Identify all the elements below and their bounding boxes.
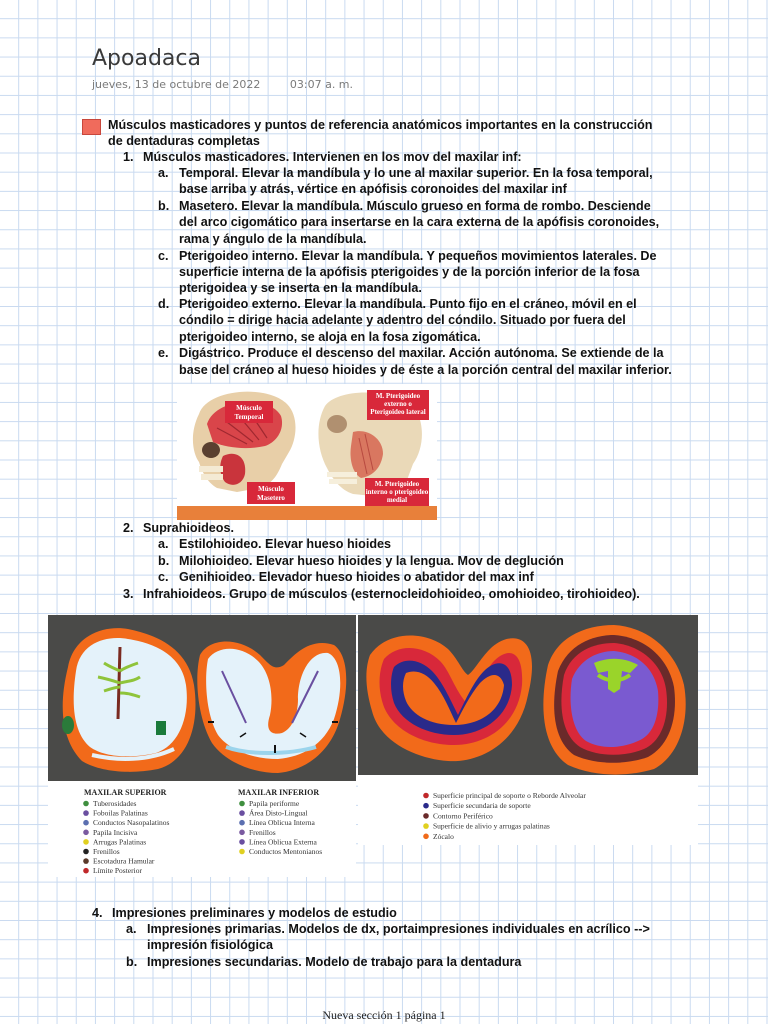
legend-inferior-list <box>239 799 322 856</box>
item-1d-label: d. <box>158 297 170 311</box>
item-1b-label: b. <box>158 199 170 213</box>
label-masetero-2: Masetero <box>257 494 285 502</box>
maxilar-diagram-left-svg <box>48 615 356 877</box>
legend-right-item-swatch-icon <box>423 803 429 809</box>
legend-right-item-label: Zócalo <box>433 831 454 841</box>
legend-superior-item-swatch-icon <box>83 858 89 864</box>
legend-inferior-item-swatch-icon <box>239 801 245 807</box>
label-pterigoideo-ext-3: Pterigoideo lateral <box>370 408 426 416</box>
item-2c-text: Genihioideo. Elevador hueso hioides o abatidor del max inf <box>179 570 534 584</box>
section-1-title: Músculos masticadores. Intervienen en los mov del maxilar inf: <box>143 150 522 164</box>
section-1-number: 1. <box>123 150 134 164</box>
page-time: 03:07 a. m. <box>289 78 354 91</box>
section-3-number: 3. <box>123 587 134 601</box>
label-temporal-2: Temporal <box>234 413 264 421</box>
label-masetero-1: Músculo <box>258 485 284 493</box>
item-1d-line-2: cóndilo = dirige hacia adelante y adentro del cóndilo. Situado por fuera del <box>179 313 626 327</box>
legend-superior-item-label: Foboilas Palatinas <box>93 808 148 818</box>
legend-superior-item-label: Arrugas Palatinas <box>93 837 147 847</box>
legend-inferior-item-label: Línea Oblicua Interna <box>249 818 315 828</box>
legend-superior-item-swatch-icon <box>83 839 89 845</box>
legend-inferior-item-label: Conductos Mentonianos <box>249 847 323 856</box>
item-1b-line-2: del arco cigomático para insertarse en la cara externa de la apófisis coronoides, <box>179 215 660 229</box>
page-title: Apoadaca <box>92 46 201 71</box>
important-tag-icon[interactable] <box>82 119 101 135</box>
item-1a-label: a. <box>158 166 169 180</box>
item-1c-label: c. <box>158 249 169 263</box>
item-1c-line-3: pterigoidea y se inserta en la mandíbula. <box>179 281 422 295</box>
legend-superior-item-label: Escotadura Hamular <box>93 856 155 866</box>
legend-inferior-item-label: Línea Oblicua Externa <box>249 837 317 847</box>
item-1d-line-3: pterigoideo interno, se aloja en la fosa zigomática. <box>179 330 481 344</box>
legend-inferior-item-swatch-icon <box>239 830 245 836</box>
legend-superior-item-swatch-icon <box>83 830 89 836</box>
section-4-number: 4. <box>92 906 103 920</box>
label-pterigoideo-int-1: M. Pterigoideo <box>374 480 420 488</box>
legend-inferior-item-label: Papila periforme <box>249 799 300 808</box>
item-1e-line-1: Digástrico. Produce el descenso del maxilar. Acción autónoma. Se extiende de la <box>179 346 664 360</box>
legend-right-item-label: Superficie principal de soporte o Reborde Alveolar <box>433 791 586 800</box>
legend-right-item-label: Contorno Periférico <box>433 811 493 821</box>
legend-right-item-swatch-icon <box>423 834 429 840</box>
section-2-title: Suprahioideos. <box>143 521 234 535</box>
section-3-text: Infrahioideos. Grupo de músculos (esternocleidohioideo, omohioideo, tirohioideo). <box>143 587 640 601</box>
page-meta <box>92 78 353 91</box>
legend-inferior-item-swatch-icon <box>239 849 245 855</box>
item-1b-line-3: rama y ángulo de la mandíbula. <box>179 232 367 246</box>
legend-superior-item-label: Frenillos <box>93 847 120 856</box>
legend-right-item-swatch-icon <box>423 813 429 819</box>
item-2a-label: a. <box>158 537 169 551</box>
heading-line-2: de dentaduras completas <box>108 134 260 148</box>
legend-superior-list <box>83 799 169 875</box>
item-1e-line-2: base del cráneo al hueso hioides y de éste a la porción central del maxilar inferior. <box>179 363 672 377</box>
muscle-skull-illustration <box>177 384 437 520</box>
section-4-title: Impresiones preliminares y modelos de estudio <box>112 906 397 920</box>
legend-superior-item-swatch-icon <box>83 868 89 874</box>
item-1b-line-1: Masetero. Elevar la mandíbula. Músculo grueso en forma de rombo. Desciende <box>179 199 651 213</box>
label-pterigoideo-int-3: medial <box>386 496 408 504</box>
legend-right-item-swatch-icon <box>423 793 429 799</box>
item-2b-label: b. <box>158 554 170 568</box>
legend-inferior-item-swatch-icon <box>239 820 245 826</box>
item-1c-line-2: superficie interna de la apófisis pterigoides y de la porción inferior de la fosa <box>179 265 640 279</box>
label-pterigoideo-int-2: interno o pterigoideo <box>365 488 429 496</box>
label-pterigoideo-ext-1: M. Pterigoideo <box>375 392 421 400</box>
item-1e-label: e. <box>158 346 169 360</box>
item-4a-label: a. <box>126 922 137 936</box>
item-2b-text: Milohioideo. Elevar hueso hioides y la lengua. Mov de deglución <box>179 554 564 568</box>
page-footer: Nueva sección 1 página 1 <box>322 1008 446 1022</box>
legend-inferior-item-label: Frenillos <box>249 827 276 837</box>
item-1a-line-2: base arriba y atrás, vértice en apófisis coronoides del maxilar inf <box>179 182 567 196</box>
legend-superior-item-swatch-icon <box>83 849 89 855</box>
legend-inferior-item-label: Área Disto-Lingual <box>249 808 308 818</box>
item-4a-line-2: impresión fisiológica <box>147 938 273 952</box>
item-4b-line-1: Impresiones secundarias. Modelo de trabajo para la dentadura <box>147 955 522 969</box>
legend-heading-inferior: MAXILAR INFERIOR <box>238 788 320 797</box>
item-4a-line-1: Impresiones primarias. Modelos de dx, portaimpresiones individuales en acrílico --> <box>147 922 650 936</box>
maxilar-diagram-left <box>48 615 356 877</box>
legend-superior-item-label: Papila Incisiva <box>93 827 138 837</box>
legend-superior-item-swatch-icon <box>83 801 89 807</box>
item-2c-label: c. <box>158 570 169 584</box>
item-1a-line-1: Temporal. Elevar la mandíbula y lo une al maxilar superior. En la fosa temporal, <box>179 166 653 180</box>
section-2-number: 2. <box>123 521 134 535</box>
legend-inferior-item-swatch-icon <box>239 810 245 816</box>
label-pterigoideo-ext-2: externo o <box>384 400 412 408</box>
legend-right-item-swatch-icon <box>423 823 429 829</box>
legend-right-list <box>423 791 586 841</box>
legend-right-item-label: Superficie secundaria de soporte <box>433 801 531 811</box>
legend-superior-item-label: Límite Posterior <box>93 866 142 876</box>
maxilar-diagram-right-svg <box>358 615 698 845</box>
item-4b-label: b. <box>126 955 138 969</box>
legend-heading-superior: MAXILAR SUPERIOR <box>84 788 167 797</box>
legend-superior-item-swatch-icon <box>83 810 89 816</box>
legend-superior-item-label: Tuberosidades <box>93 799 137 808</box>
page-date: jueves, 13 de octubre de 2022 <box>92 78 261 91</box>
maxilar-diagram-right <box>358 615 698 845</box>
legend-inferior-item-swatch-icon <box>239 839 245 845</box>
legend-superior-item-label: Conductos Nasopalatinos <box>93 818 170 828</box>
label-temporal-1: Músculo <box>236 404 262 412</box>
legend-right-item-label: Superficie de alivio y arrugas palatinas <box>433 821 550 831</box>
legend-superior-item-swatch-icon <box>83 820 89 826</box>
heading-line-1: Músculos masticadores y puntos de referencia anatómicos importantes en la construcción <box>108 118 653 132</box>
skull-muscle-svg <box>177 384 437 520</box>
item-1c-line-1: Pterigoideo interno. Elevar la mandíbula. Y pequeños movimientos laterales. De <box>179 249 657 263</box>
item-1d-line-1: Pterigoideo externo. Elevar la mandíbula. Punto fijo en el cráneo, móvil en el <box>179 297 637 311</box>
item-2a-text: Estilohioideo. Elevar hueso hioides <box>179 537 392 551</box>
